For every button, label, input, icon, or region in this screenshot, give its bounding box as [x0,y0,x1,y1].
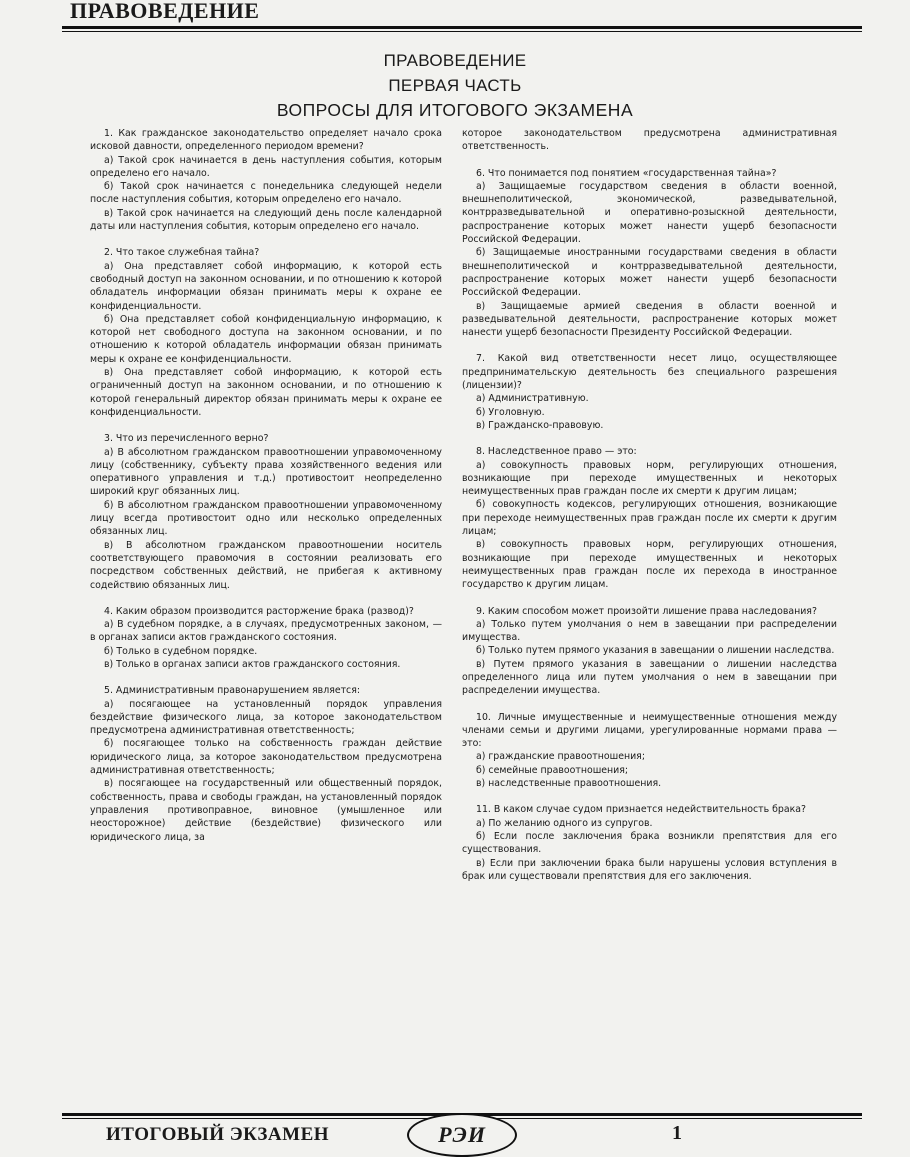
answer-option: в) совокупность правовых норм, регулирующих отношения, возникающие при переходе имущественных и некоторых неимущественных прав граждан после их перехода в иностранное государство к другим лицам. [462,539,837,591]
answer-option: а) гражданские правоотношения; [476,751,645,763]
title-exam-questions: ВОПРОСЫ ДЛЯ ИТОГОВОГО ЭКЗАМЕНА [276,100,634,120]
answer-options [462,618,837,698]
answer-option: в) Такой срок начинается на следующий день после календарной даты или наступления события, которым определено его начало. [90,207,442,233]
answer-options [90,618,442,671]
answer-option: в) посягающее на государственный или общественный порядок, собственность, права и свободы граждан, на установленный порядок управления противоправное, виновное (умышленное или неосторожное) действие (бездействие) физического или юридического лица, за [90,778,442,843]
question-block [90,605,442,671]
answer-option: б) В абсолютном гражданском правоотношении управомоченному лицу всегда противостоит одно или несколько определенных обязанных лиц. [90,499,442,538]
answer-option: б) Если после заключения брака возникли препятствия для его существования. [462,830,837,856]
right-column [462,127,837,896]
answer-options [90,446,442,592]
answer-option: а) совокупность правовых норм, регулирующих отношения, возникающие при переходе имущественных и некоторых неимущественных прав граждан после их смерти к другим лицам; [462,459,837,498]
answer-options [90,260,442,420]
question-block [90,246,442,419]
answer-options [462,392,837,432]
answer-option: а) Защищаемые государством сведения в области военной, внешнеполитической, экономической, разведывательной, контрразведывательной и оперативно-розыскной деятельности, распространение которых может нанести ущерб безопасности Российской Федерации. [462,180,837,246]
answer-option: а) Такой срок начинается в день наступления события, которым определено его начало. [90,154,442,179]
question-text: 3. Что из перечисленного верно? [104,433,269,445]
answer-option: в) Защищаемые армией сведения в области военной и разведывательной деятельности, распространение которых может нанести ущерб безопасности Президенту Российской Федерации. [462,300,837,339]
question-text: 4. Каким образом производится расторжение брака (развод)? [104,605,414,617]
answer-options [462,127,837,154]
top-rule [62,26,862,32]
answer-option: б) Такой срок начинается с понедельника следующей недели после наступления события, которым определено его начало. [90,181,442,206]
answer-options [90,154,442,234]
question-text: 2. Что такое служебная тайна? [104,247,260,259]
question-block [462,445,837,591]
answer-option: а) Она представляет собой информацию, к которой есть свободный доступ на законном основании, и по отношению к которой обладатель информации обязан принимать меры к охране ее конфиденциальности. [90,260,442,312]
page-number: 1 [672,1122,682,1144]
question-text: 11. В каком случае судом признается недействительность брака? [476,804,806,816]
question-block [90,432,442,592]
answer-options [462,180,837,340]
answer-option: которое законодательством предусмотрена административная ответственность. [462,128,837,153]
question-block [462,167,837,340]
question-block [90,684,442,844]
header-title: ПРАВОВЕДЕНИЕ [70,0,260,23]
title-subject: ПРАВОВЕДЕНИЕ [383,51,527,70]
question-block [462,803,837,883]
question-text: 1. Как гражданское законодательство определяет начало срока исковой давности, определенного периодом времени? [90,128,442,153]
document-titles [0,48,910,123]
left-column [90,127,442,857]
question-block [90,127,442,233]
answer-option: в) Если при заключении брака были нарушены условия вступления в брак или существовали препятствия для его заключения. [462,857,837,882]
answer-option: в) Путем прямого указания в завещании о лишении наследства определенного лица или путем умолчания о нем в завещании при распределении имущества. [462,658,837,697]
answer-options [90,698,442,844]
answer-option: б) Только в судебном порядке. [104,645,258,657]
answer-option: в) Она представляет собой информацию, к которой есть ограниченный доступ на законном основании, и по отношению к которой генеральный директор обязан принимать меры к охране ее конфиденциальности. [90,367,442,418]
answer-option: б) Только путем прямого указания в завещании о лишении наследства. [476,645,835,657]
answer-option: а) В судебном порядке, а в случаях, предусмотренных законом, — в органах записи актов гражданского состояния. [90,619,442,644]
answer-option: в) Только в органах записи актов гражданского состояния. [104,658,401,670]
answer-options [462,817,837,883]
answer-option: в) наследственные правоотношения. [476,778,662,790]
answer-option: б) Защищаемые иностранными государствами сведения в области внешнеполитической и контрразведывательной деятельности, распространение которых может нанести ущерб безопасности Российской Федерации. [462,247,837,299]
answer-option: а) Административную. [476,393,589,405]
answer-option: б) Она представляет собой конфиденциальную информацию, к которой нет свободного доступа на законном основании, и по отношению к которой обладатель информации обязан принимать меры к охране ее конфиденциальности. [90,313,442,365]
answer-option: а) посягающее на установленный порядок управления бездействие физического лица, за которое законодательством предусмотрена административная ответственность; [90,698,442,737]
answer-option: б) посягающее только на собственность граждан действие юридического лица, за которое законодательством предусмотрена административная ответственность; [90,738,442,777]
question-text: 9. Каким способом может произойти лишение права наследования? [476,605,817,617]
question-text: 7. Какой вид ответственности несет лицо, осуществляющее предпринимательскую деятельность без специального разрешения (лицензии)? [462,353,837,392]
footer-title: ИТОГОВЫЙ ЭКЗАМЕН [106,1124,330,1145]
question-block [462,605,837,698]
question-text: 8. Наследственное право — это: [476,446,637,458]
answer-option: а) По желанию одного из супругов. [476,817,653,829]
question-text: 10. Личные имущественные и неимущественные отношения между членами семьи и другими лицами, урегулированные нормами права — это: [462,711,837,750]
question-text: 5. Административным правонарушением является: [104,685,361,697]
answer-option: б) Уголовную. [476,406,545,418]
publisher-logo [407,1113,517,1157]
answer-option: б) совокупность кодексов, регулирующих отношения, возникающие при переходе неимущественных прав граждан после их смерти к другим лицам; [462,499,837,538]
logo-text: РЭИ [438,1122,486,1147]
answer-option: а) Только путем умолчания о нем в завещании при распределении имущества. [462,618,837,644]
question-block [462,352,837,432]
question-block [462,711,837,791]
answer-options [462,459,837,592]
answer-option: в) Гражданско-правовую. [476,419,604,431]
answer-option: а) В абсолютном гражданском правоотношении управомоченному лицу (собственнику, субъекту права хозяйственного ведения или оперативного управления и т.д.) противостоит неопределенно широкий круг обязанных лиц. [90,446,442,498]
title-part: ПЕРВАЯ ЧАСТЬ [388,76,522,95]
question-block [462,127,837,154]
question-text: 6. Что понимается под понятием «государственная тайна»? [476,167,777,179]
answer-option: б) семейные правоотношения; [476,764,629,776]
answer-option: в) В абсолютном гражданском правоотношении носитель соответствующего правомочия в состоянии реализовать его посредством собственных действий, не прибегая к активному содействию обязанных лиц. [90,539,442,591]
answer-options [462,750,837,790]
